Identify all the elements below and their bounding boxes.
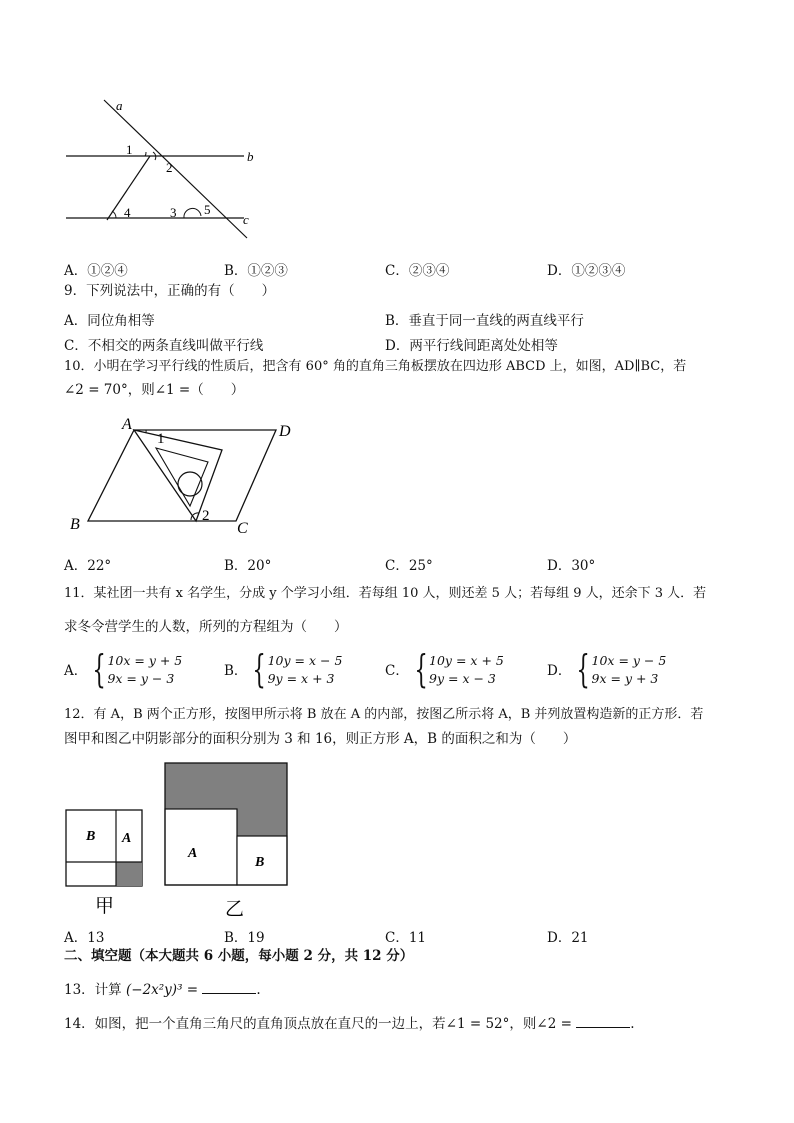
q11-option-d-label: D． [547,663,572,679]
q11-option-c-eq2: 9y = x − 3 [429,670,496,686]
q11-option-c-label: C． [385,663,409,679]
q10-options [64,554,744,574]
figure-jia-caption: 甲 [95,896,115,917]
angle-2-label: 2 [202,508,210,524]
q13-expression: (−2x²y)³ [125,982,183,998]
q10-stem-line2: ∠2 = 70°，则∠1 =（ ） [64,382,245,398]
q12-option-c[interactable]: C．11 [385,930,427,946]
q8-option-b[interactable]: B．①②③ [224,263,288,279]
section-2-title: 二、填空题（本大题共 6 小题，每小题 2 分，共 12 分） [64,948,414,964]
q14-text: 14．如图，把一个直角三角尺的直角顶点放在直尺的一边上，若∠1 = 52°，则∠2 = [64,1016,572,1032]
q12-option-b[interactable]: B．19 [224,930,265,946]
figure-jia-label-b: B [86,829,96,844]
q8-option-c[interactable]: C．②③④ [385,263,450,279]
label-2: 2 [166,160,173,175]
q14-line [64,1018,635,1032]
figure-yi-label-a: A [188,846,198,861]
q13-answer-blank[interactable] [202,993,256,994]
q9-option-d[interactable]: D．两平行线间距离处处相等 [385,338,558,354]
q9-options-row1 [64,309,744,329]
q10-option-c[interactable]: C．25° [385,558,433,574]
q9-option-a[interactable]: A．同位角相等 [64,313,155,329]
brace-icon: { [252,647,267,691]
q13-line [64,984,261,998]
figure-yi-label-b: B [255,855,265,870]
q11-option-b-eq2: 9y = x + 3 [267,670,335,686]
q11-option-b[interactable] [224,647,343,691]
q11-option-a-eq2: 9x = y − 3 [107,670,175,686]
q12-figures [60,760,300,922]
q11-option-a[interactable] [64,647,183,691]
brace-icon: { [92,647,106,691]
q12-stem-line2: 图甲和图乙中阴影部分的面积分别为 3 和 16，则正方形 A，B 的面积之和为（ ） [64,731,577,747]
q11-option-b-eq1: 10y = x − 5 [267,652,343,668]
label-c: c [243,212,249,227]
q12-options [64,926,744,946]
label-b: b [247,149,254,164]
q14-answer-blank[interactable] [576,1027,630,1028]
vertex-d-label: D [279,423,291,440]
vertex-b-label: B [70,516,80,533]
q11-option-b-label: B． [224,663,248,679]
q9-stem: 9．下列说法中，正确的有（ ） [64,283,276,299]
figure-yi-caption: 乙 [225,899,245,920]
q11-option-a-eq1: 10x = y + 5 [107,652,183,668]
figure-jia-label-a: A [122,831,132,846]
q10-stem-line1: 10．小明在学习平行线的性质后，把含有 60° 角的直角三角板摆放在四边形 ABCD 上，如图，AD∥BC，若 [64,359,687,374]
q13-end: . [256,982,261,998]
q11-option-d-eq2: 9x = y + 3 [591,670,659,686]
label-4: 4 [124,205,131,220]
q8-figure [60,98,270,240]
brace-icon: { [576,647,591,691]
q10-option-a[interactable]: A．22° [64,558,112,574]
figure-jia-shaded [116,862,142,886]
set-square-hole [178,472,202,496]
q11-option-c[interactable] [385,647,504,691]
angle-1-label: 1 [157,431,165,447]
q13-prefix: 13．计算 [64,982,122,998]
angle-1-arc [145,152,146,156]
q12-option-a[interactable]: A．13 [64,930,105,946]
q11-stem-line2: 求冬令营学生的人数，所列的方程组为（ ） [64,619,348,635]
label-a: a [116,98,123,113]
q10-option-d[interactable]: D．30° [547,558,596,574]
label-3: 3 [170,205,177,220]
brace-icon: { [414,647,428,691]
q10-option-b[interactable]: B．20° [224,558,272,574]
vertex-a-label: A [122,416,132,433]
q11-stem-line1: 11．某社团一共有 x 名学生，分成 y 个学习小组．若每组 10 人，则还差 5 人；若每组 9 人，还余下 3 人．若 [64,586,707,601]
q14-end: . [630,1016,635,1032]
q12-stem-line1: 12．有 A，B 两个正方形，按图甲所示将 B 放在 A 的内部，按图乙所示将 A，B 并列放置构造新的正方形．若 [64,707,704,722]
vertex-c-label: C [237,520,248,537]
label-5: 5 [204,202,211,217]
q8-option-a[interactable]: A．①②④ [64,263,128,279]
angle-3-5-arc [184,208,201,218]
q9-options-row2 [64,334,744,354]
q13-equals: = [186,982,199,998]
q11-option-a-label: A． [64,663,88,679]
q9-option-b[interactable]: B．垂直于同一直线的两直线平行 [385,313,584,329]
q8-option-d[interactable]: D．①②③④ [547,263,626,279]
figure-yi-square-a [165,809,237,885]
q11-option-d[interactable] [547,647,667,691]
q9-option-c[interactable]: C．不相交的两条直线叫做平行线 [64,338,264,354]
q10-figure [60,412,310,540]
q12-option-d[interactable]: D．21 [547,930,589,946]
label-1: 1 [126,142,133,157]
q8-options [64,259,744,279]
q11-option-d-eq1: 10x = y − 5 [591,652,667,668]
q11-option-c-eq1: 10y = x + 5 [429,652,504,668]
